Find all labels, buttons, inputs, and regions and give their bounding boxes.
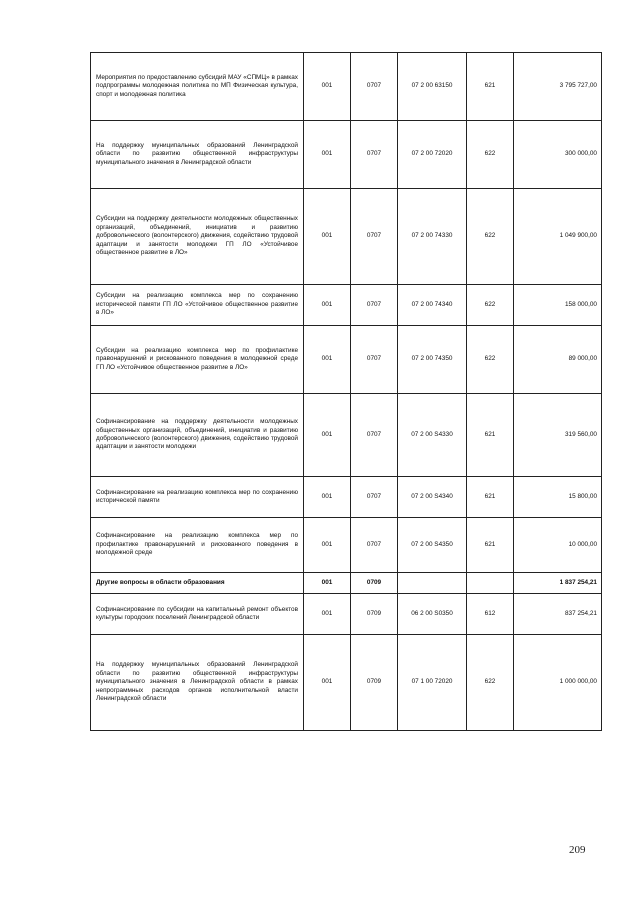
cell-ved: 001	[304, 121, 351, 189]
cell-ved: 001	[304, 53, 351, 121]
table-row	[91, 518, 602, 573]
cell-vr: 622	[467, 285, 514, 326]
cell-vr	[467, 573, 514, 594]
budget-table	[90, 52, 602, 731]
cell-vr: 622	[467, 189, 514, 285]
cell-name: Мероприятия по предоставлению субсидий МАУ «СПМЦ» в рамках подпрограммы молодежная политика по МП Физическая культура, спорт и молодежная политика	[91, 53, 304, 121]
table-row	[91, 121, 602, 189]
cell-name: Субсидии на реализацию комплекса мер по сохранению исторической памяти ГП ЛО «Устойчивое общественное развитие в ЛО»	[91, 285, 304, 326]
table-row	[91, 394, 602, 477]
cell-ved: 001	[304, 635, 351, 731]
cell-sum: 10 000,00	[514, 518, 602, 573]
table-row	[91, 635, 602, 731]
cell-csr: 07 2 00 S4330	[398, 394, 467, 477]
cell-rzpr: 0707	[351, 518, 398, 573]
cell-rzpr: 0709	[351, 635, 398, 731]
cell-rzpr: 0707	[351, 326, 398, 394]
cell-ved: 001	[304, 285, 351, 326]
cell-ved: 001	[304, 594, 351, 635]
table-row	[91, 285, 602, 326]
cell-vr: 612	[467, 594, 514, 635]
cell-ved: 001	[304, 518, 351, 573]
cell-csr: 07 1 00 72020	[398, 635, 467, 731]
table-row	[91, 594, 602, 635]
table-row	[91, 326, 602, 394]
cell-name: Субсидии на поддержку деятельности молодежных общественных организаций, объединений, инициатив и развитию добровольческого (волонтерского) движения, содействию трудовой адаптации и занятости молодежи ГП ЛО «Устойчивое общественное развитие в ЛО»	[91, 189, 304, 285]
cell-sum: 158 000,00	[514, 285, 602, 326]
cell-name: Софинансирование по субсидии на капитальный ремонт объектов культуры городских поселений Ленинградской области	[91, 594, 304, 635]
cell-csr: 07 2 00 74350	[398, 326, 467, 394]
cell-ved: 001	[304, 477, 351, 518]
cell-ved: 001	[304, 189, 351, 285]
cell-rzpr: 0707	[351, 121, 398, 189]
cell-ved: 001	[304, 394, 351, 477]
cell-sum: 1 000 000,00	[514, 635, 602, 731]
cell-rzpr: 0707	[351, 53, 398, 121]
cell-sum: 1 837 254,21	[514, 573, 602, 594]
cell-csr: 07 2 00 S4340	[398, 477, 467, 518]
cell-rzpr: 0707	[351, 394, 398, 477]
cell-rzpr: 0707	[351, 477, 398, 518]
cell-vr: 622	[467, 635, 514, 731]
cell-rzpr: 0709	[351, 594, 398, 635]
table-row	[91, 573, 602, 594]
cell-ved: 001	[304, 573, 351, 594]
page-number: 209	[569, 844, 586, 856]
cell-name: Софинансирование на реализацию комплекса мер по профилактике правонарушений и рискованного поведения в молодежной среде	[91, 518, 304, 573]
cell-sum: 300 000,00	[514, 121, 602, 189]
cell-name: Субсидии на реализацию комплекса мер по профилактике правонарушений и рискованного поведения в молодежной среде ГП ЛО «Устойчивое общественное развитие в ЛО»	[91, 326, 304, 394]
table-row	[91, 53, 602, 121]
budget-table-body	[91, 53, 602, 731]
cell-sum: 15 800,00	[514, 477, 602, 518]
cell-name: Софинансирование на реализацию комплекса мер по сохранению исторической памяти	[91, 477, 304, 518]
cell-csr: 07 2 00 72020	[398, 121, 467, 189]
cell-rzpr: 0709	[351, 573, 398, 594]
cell-csr: 07 2 00 63150	[398, 53, 467, 121]
cell-csr: 07 2 00 74340	[398, 285, 467, 326]
cell-sum: 1 049 900,00	[514, 189, 602, 285]
cell-sum: 319 560,00	[514, 394, 602, 477]
cell-ved: 001	[304, 326, 351, 394]
cell-vr: 622	[467, 121, 514, 189]
table-row	[91, 189, 602, 285]
cell-vr: 621	[467, 394, 514, 477]
cell-vr: 621	[467, 518, 514, 573]
cell-rzpr: 0707	[351, 189, 398, 285]
cell-name: На поддержку муниципальных образований Ленинградской области по развитию общественной инфраструктуры муниципального значения в Ленинградской области	[91, 121, 304, 189]
cell-csr: 06 2 00 S0350	[398, 594, 467, 635]
table-row	[91, 477, 602, 518]
cell-sum: 3 795 727,00	[514, 53, 602, 121]
cell-sum: 89 000,00	[514, 326, 602, 394]
cell-name: Софинансирование на поддержку деятельности молодежных общественных организаций, объединений, инициатив и развитию добровольческого (волонтерского) движения, содействию трудовой адаптации и занятости молодежи	[91, 394, 304, 477]
cell-csr: 07 2 00 S4350	[398, 518, 467, 573]
cell-csr	[398, 573, 467, 594]
cell-vr: 621	[467, 53, 514, 121]
cell-sum: 837 254,21	[514, 594, 602, 635]
cell-vr: 621	[467, 477, 514, 518]
cell-csr: 07 2 00 74330	[398, 189, 467, 285]
cell-vr: 622	[467, 326, 514, 394]
cell-name: На поддержку муниципальных образований Ленинградской области по развитию общественной инфраструктуры муниципального значения в Ленинградской области в рамках непрограммных расходов органов исполнительной власти Ленинградской области	[91, 635, 304, 731]
cell-rzpr: 0707	[351, 285, 398, 326]
cell-name: Другие вопросы в области образования	[91, 573, 304, 594]
